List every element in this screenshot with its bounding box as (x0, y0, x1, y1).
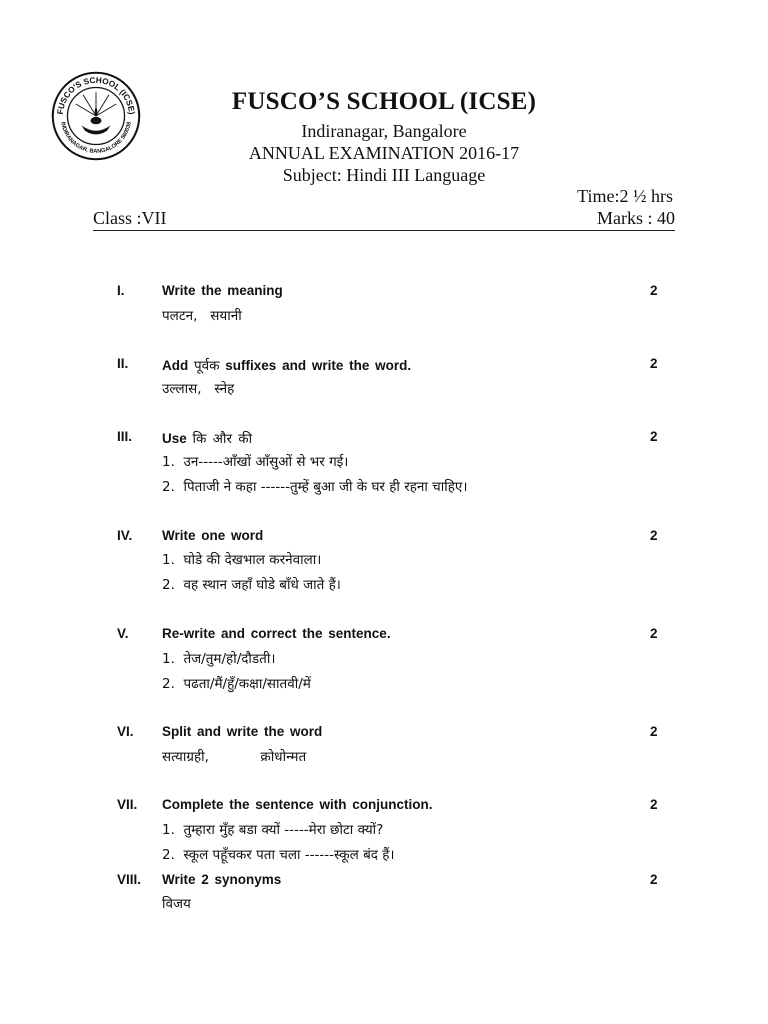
total-marks: Marks : 40 (597, 208, 675, 228)
question-line: 1. घोडे की देखभाल करनेवाला। (162, 552, 322, 568)
svg-text:FUSCO'S SCHOOL (ICSE): FUSCO'S SCHOOL (ICSE) (55, 75, 137, 115)
question-mark: 2 (650, 626, 658, 641)
exam-time: Time:2 ½ hrs (577, 186, 673, 206)
question-line: विजय (162, 896, 191, 912)
question-title: Write one word (162, 528, 264, 543)
exam-title: ANNUAL EXAMINATION 2016-17 (248, 143, 520, 163)
question-title: Write the meaning (162, 283, 283, 298)
question-number: VI. (117, 724, 134, 739)
class-label: Class :VII (93, 208, 167, 228)
question-number: II. (117, 356, 129, 371)
question-number: VIII. (117, 872, 142, 887)
question-line: 2. वह स्थान जहाँ घोडे बाँधे जाते हैं। (162, 577, 341, 593)
question-line: सत्याग्रही, क्रोधोन्मत (162, 749, 307, 765)
school-location: Indiranagar, Bangalore (301, 121, 467, 141)
svg-text:INDIRANAGAR, BANGALORE 560038: INDIRANAGAR, BANGALORE 560038 (59, 121, 133, 155)
question-mark: 2 (650, 724, 658, 739)
question-line: 1. तुम्हारा मुँह बडा क्यों -----मेरा छोटा क्यों? (162, 822, 384, 838)
question-number: I. (117, 283, 125, 298)
question-title: Complete the sentence with conjunction. (162, 797, 433, 812)
question-title: Use कि और की (162, 431, 253, 447)
question-number: V. (117, 626, 129, 641)
school-name: FUSCO’S SCHOOL (ICSE) (231, 88, 537, 115)
exam-subject: Subject: Hindi III Language (282, 165, 486, 185)
question-number: VII. (117, 797, 138, 812)
question-title: Split and write the word (162, 724, 323, 739)
question-line: 1. तेज/तुम/हो/दौडती। (162, 651, 276, 667)
question-number: IV. (117, 528, 133, 543)
question-title: Re-write and correct the sentence. (162, 626, 391, 641)
question-mark: 2 (650, 872, 658, 887)
class-marks-row (93, 206, 675, 231)
question-mark: 2 (650, 528, 658, 543)
question-mark: 2 (650, 429, 658, 444)
question-title: Write 2 synonyms (162, 872, 282, 887)
question-mark: 2 (650, 283, 658, 298)
question-mark: 2 (650, 356, 658, 371)
question-line: 2. स्कूल पहूँचकर पता चला ------स्कूल बंद हैं। (162, 847, 395, 863)
question-mark: 2 (650, 797, 658, 812)
question-title: Add पूर्वक suffixes and write the word. (162, 358, 412, 374)
question-line: 2. पढता/मैं/हुँ/कक्षा/सातवी/में (162, 676, 311, 692)
question-line: उल्लास, स्नेह (162, 381, 235, 397)
question-line: पलटन, सयानी (162, 308, 242, 324)
question-line: 1. उन-----आँखों आँसुओं से भर गई। (162, 454, 349, 470)
question-number: III. (117, 429, 133, 444)
question-line: 2. पिताजी ने कहा ------तुम्हें बुआ जी के घर ही रहना चाहिए। (162, 479, 468, 495)
